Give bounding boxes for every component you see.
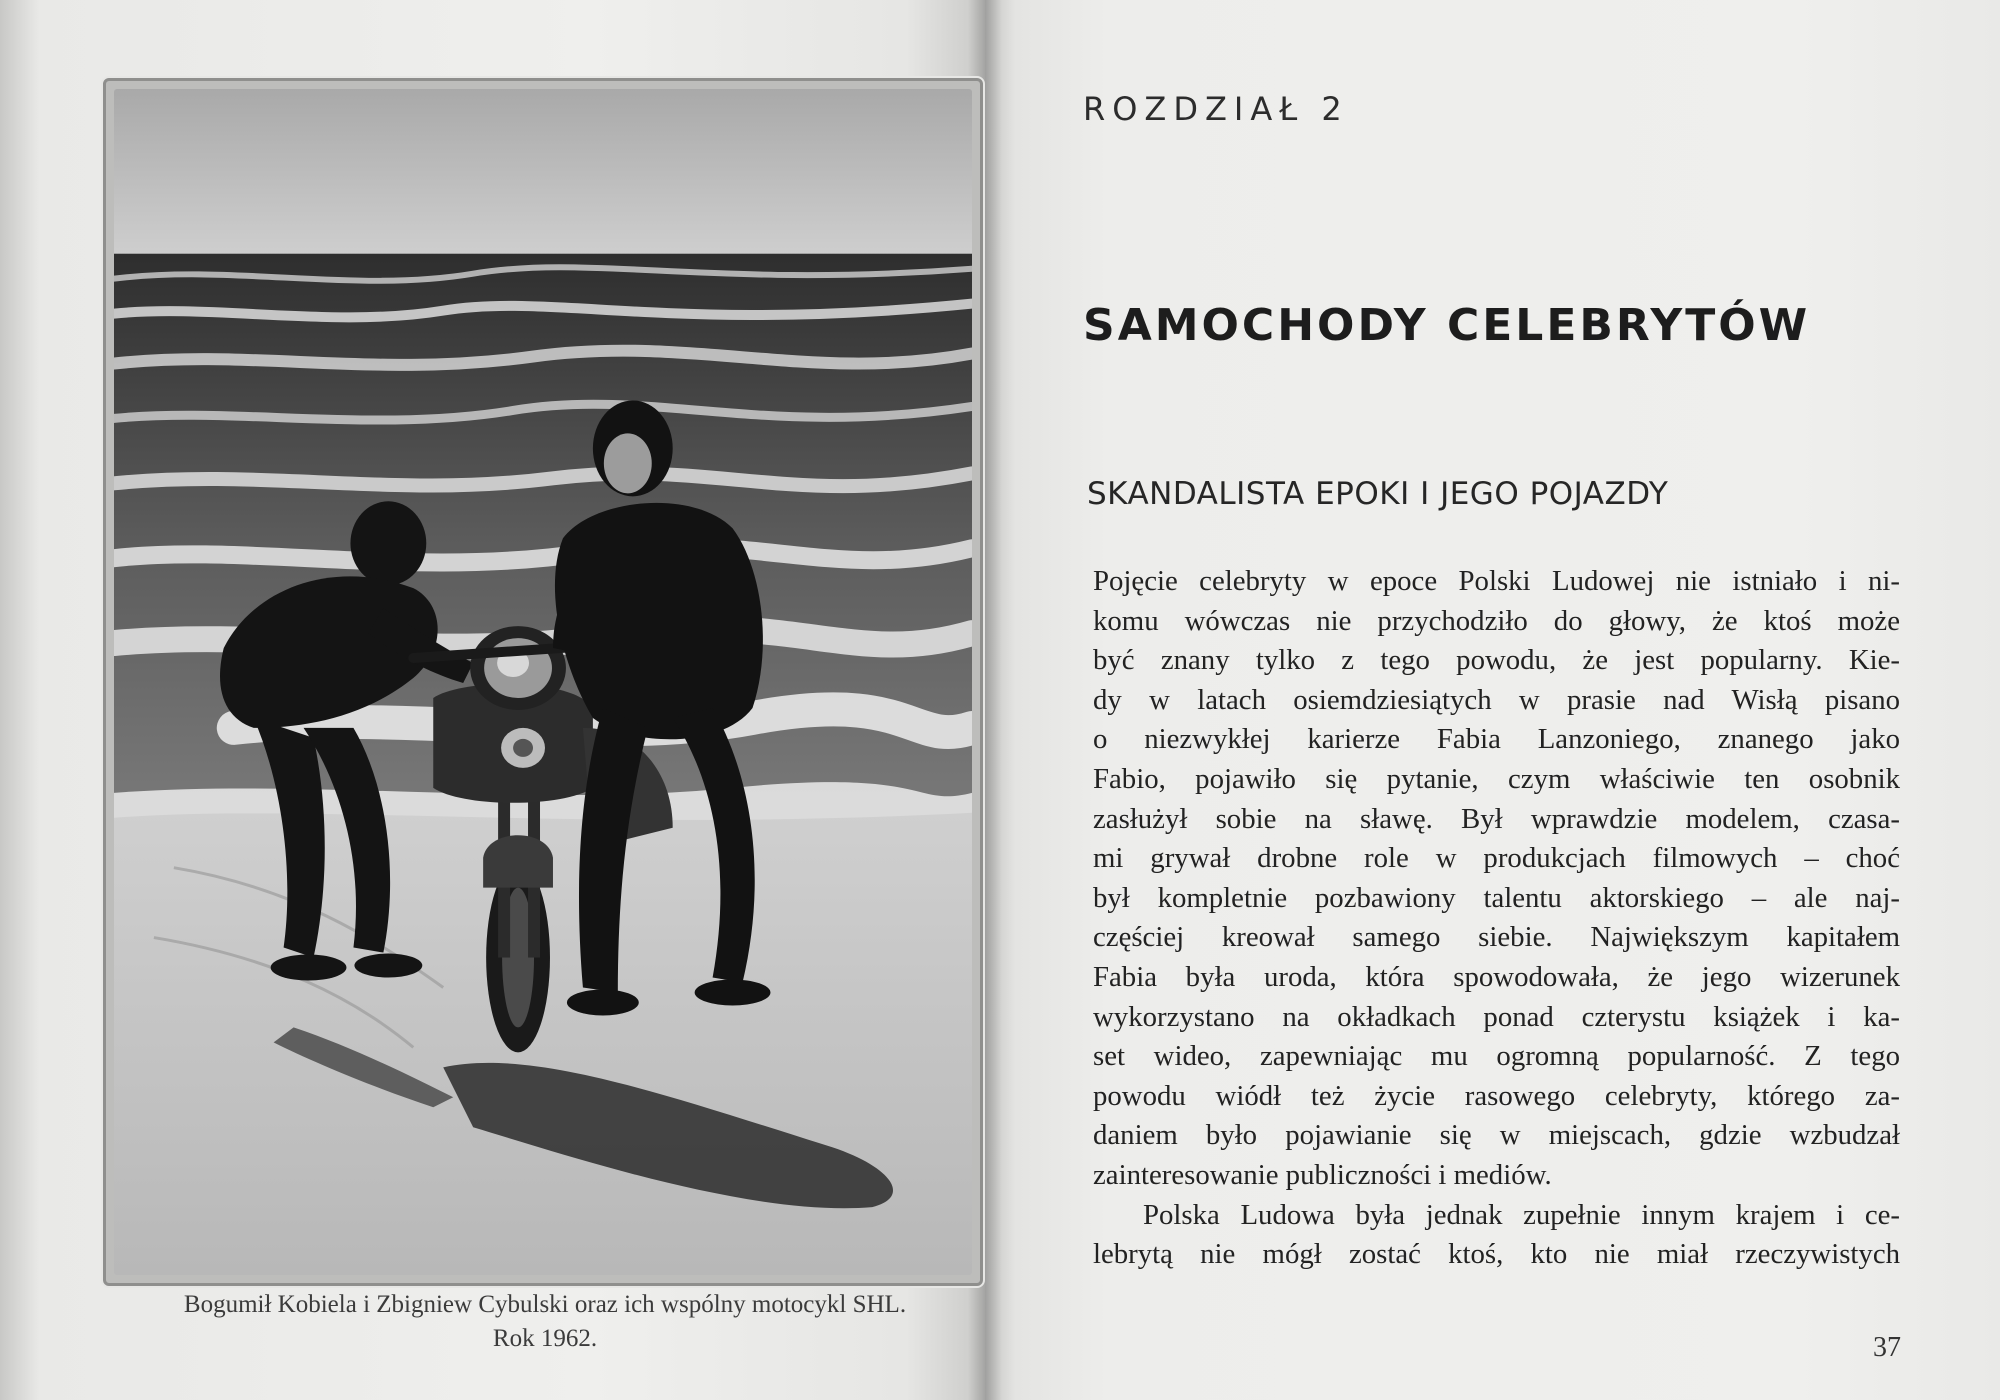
body-line: komu wówczas nie przychodziło do głowy, że ktoś może: [1093, 604, 1900, 637]
body-line: o niezwykłej karierze Fabia Lanzoniego, znanego jako: [1093, 723, 1900, 756]
beach-motorcycle-photo: [114, 89, 972, 1275]
body-line: Fabia była uroda, która spowodowała, że jego wizerunek: [1093, 960, 1900, 993]
body-line: wykorzystano na okładkach ponad czterystu książek i ka-: [1093, 1000, 1900, 1033]
page-number: 37: [1873, 1332, 1901, 1363]
body-line: mi grywał drobne role w produkcjach filmowych – choć: [1093, 842, 1900, 875]
body-line: set wideo, zapewniając mu ogromną popularność. Z tego: [1093, 1040, 1900, 1073]
body-line: Pojęcie celebryty w epoce Polski Ludowej nie istniało i ni-: [1093, 565, 1900, 597]
chapter-title: SAMOCHODY CELEBRYTÓW: [1083, 300, 1811, 351]
photo-frame: [103, 78, 983, 1286]
body-line: częściej kreował samego siebie. Największym kapitałem: [1093, 921, 1900, 954]
caption-line-2: Rok 1962.: [492, 1325, 598, 1352]
body-line: być znany tylko z tego powodu, że jest popularny. Kie-: [1093, 644, 1900, 677]
body-line: Polska Ludowa była jednak zupełnie innym krajem i ce-: [1143, 1198, 1900, 1231]
body-text: [1093, 562, 1900, 1275]
body-line: daniem było pojawianie się w miejscach, gdzie wzbudzał: [1093, 1119, 1900, 1152]
section-heading: SKANDALISTA EPOKI I JEGO POJAZDY: [1087, 476, 1669, 512]
body-line: powodu wiódł też życie rasowego celebryty, którego za-: [1093, 1079, 1900, 1112]
body-line: zainteresowanie publiczności i mediów.: [1093, 1158, 1552, 1191]
body-line: dy w latach osiemdziesiątych w prasie nad Wisłą pisano: [1093, 683, 1900, 716]
photo-caption: [110, 1288, 980, 1356]
caption-line-1: Bogumił Kobiela i Zbigniew Cybulski oraz ich wspólny motocykl SHL.: [183, 1291, 907, 1318]
body-line: zasłużył sobie na sławę. Był wprawdzie modelem, czasa-: [1093, 802, 1900, 835]
body-line: lebrytą nie mógł zostać ktoś, kto nie miał rzeczywistych: [1093, 1238, 1900, 1271]
body-line: był kompletnie pozbawiony talentu aktorskiego – ale naj-: [1093, 881, 1900, 914]
chapter-label: ROZDZIAŁ 2: [1083, 90, 1349, 128]
body-line: Fabio, pojawiło się pytanie, czym właściwie ten osobnik: [1093, 762, 1900, 795]
